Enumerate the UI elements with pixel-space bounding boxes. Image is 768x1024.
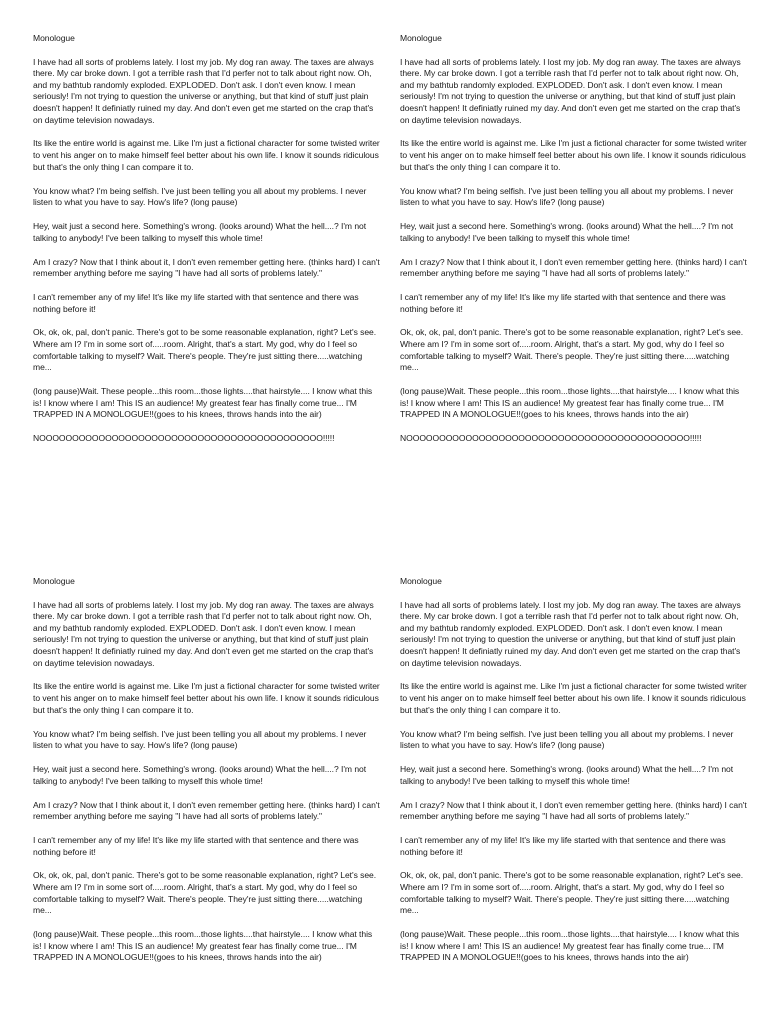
paragraph: I can't remember any of my life! It's like my life started with that sentence and there was nothing before it!	[400, 291, 726, 314]
paragraph: (long pause)Wait. These people...this room...those lights....that hairstyle.... I know what this is! I know where I am! This IS an audience! My greatest fear has finally come true... I'M TRAPPED IN A MONOLOGUE!!(goes to his knees, throws hands into the air)	[400, 386, 740, 420]
paragraph: You know what? I'm being selfish. I've just been telling you all about my problems. I never listen to what you have to say. How's life? (long pause)	[33, 185, 367, 208]
paragraph: NOOOOOOOOOOOOOOOOOOOOOOOOOOOOOOOOOOOOOOOOOOO!!!!!	[33, 433, 335, 444]
paragraph: I have had all sorts of problems lately. I lost my job. My dog ran away. The taxes are always there. My car broke down. I got a terrible rash that I'd perfer not to talk about right now. Oh, and my bathtub randomly exploded. EXPLODED. Don't ask. I don't even know. I mean seriously! I'm not trying to question the universe or anything, but that kind of stuff just plain doesn't happen! It definiatly ruined my day. And don't even get me started on the crap that's on daytime television nowadays.	[400, 599, 741, 668]
paragraph: I can't remember any of my life! It's like my life started with that sentence and there was nothing before it!	[33, 834, 359, 857]
paragraph: Hey, wait just a second here. Something's wrong. (looks around) What the hell....? I'm not talking to anybody! I've been talking to myself this whole time!	[33, 764, 367, 786]
paragraph: I can't remember any of my life! It's like my life started with that sentence and there was nothing before it!	[400, 834, 726, 857]
document-title: Monologue	[400, 33, 442, 43]
paragraph: Am I crazy? Now that I think about it, I don't even remember getting here. (thinks hard) I can't remember anything before me saying "I have had all sorts of problems lately."	[400, 799, 747, 822]
paragraph: Am I crazy? Now that I think about it, I don't even remember getting here. (thinks hard) I can't remember anything before me saying "I have had all sorts of problems lately."	[33, 799, 380, 822]
paragraph: Hey, wait just a second here. Something's wrong. (looks around) What the hell....? I'm not talking to anybody! I've been talking to myself this whole time!	[33, 221, 367, 243]
paragraph: (long pause)Wait. These people...this room...those lights....that hairstyle.... I know what this is! I know where I am! This IS an audience! My greatest fear has finally come true... I'M TRAPPED IN A MONOLOGUE!!(goes to his knees, throws hands into the air)	[33, 386, 373, 420]
paragraph: Its like the entire world is against me. Like I'm just a fictional character for some twisted writer to vent his anger on to make himself feel better about his own life. I know it sounds ridiculous but that's the only thing I can compare it to.	[33, 138, 380, 172]
paragraph: Hey, wait just a second here. Something's wrong. (looks around) What the hell....? I'm not talking to anybody! I've been talking to myself this whole time!	[400, 764, 734, 786]
paragraph: Ok, ok, ok, pal, don't panic. There's got to be some reasonable explanation, right? Let's see. Where am I? I'm in some sort of.....room. Alright, that's a start. My god, why do I feel so comfortable talking to myself? Wait. There's people. They're just sitting there.....watching me...	[400, 870, 744, 916]
paragraph: You know what? I'm being selfish. I've just been telling you all about my problems. I never listen to what you have to say. How's life? (long pause)	[33, 728, 367, 751]
monologue-copy-bottom-left	[33, 576, 381, 964]
paragraph: I have had all sorts of problems lately. I lost my job. My dog ran away. The taxes are always there. My car broke down. I got a terrible rash that I'd perfer not to talk about right now. Oh, and my bathtub randomly exploded. EXPLODED. Don't ask. I don't even know. I mean seriously! I'm not trying to question the universe or anything, but that kind of stuff just plain doesn't happen! It definiatly ruined my day. And don't even get me started on the crap that's on daytime television nowadays.	[33, 56, 374, 125]
paragraph: Hey, wait just a second here. Something's wrong. (looks around) What the hell....? I'm not talking to anybody! I've been talking to myself this whole time!	[400, 221, 734, 243]
document-title: Monologue	[33, 33, 75, 43]
paragraph: You know what? I'm being selfish. I've just been telling you all about my problems. I never listen to what you have to say. How's life? (long pause)	[400, 185, 734, 208]
monologue-copy-bottom-right	[400, 576, 748, 964]
paragraph: (long pause)Wait. These people...this room...those lights....that hairstyle.... I know what this is! I know where I am! This IS an audience! My greatest fear has finally come true... I'M TRAPPED IN A MONOLOGUE!!(goes to his knees, throws hands into the air)	[33, 929, 373, 963]
monologue-copy-top-left	[33, 33, 381, 445]
document-title: Monologue	[400, 576, 442, 586]
paragraph: Ok, ok, ok, pal, don't panic. There's got to be some reasonable explanation, right? Let's see. Where am I? I'm in some sort of.....room. Alright, that's a start. My god, why do I feel so comfortable talking to myself? Wait. There's people. They're just sitting there.....watching me...	[400, 327, 744, 373]
paragraph: Its like the entire world is against me. Like I'm just a fictional character for some twisted writer to vent his anger on to make himself feel better about his own life. I know it sounds ridiculous but that's the only thing I can compare it to.	[400, 681, 747, 715]
paragraph: Its like the entire world is against me. Like I'm just a fictional character for some twisted writer to vent his anger on to make himself feel better about his own life. I know it sounds ridiculous but that's the only thing I can compare it to.	[400, 138, 747, 172]
paragraph: Ok, ok, ok, pal, don't panic. There's got to be some reasonable explanation, right? Let's see. Where am I? I'm in some sort of.....room. Alright, that's a start. My god, why do I feel so comfortable talking to myself? Wait. There's people. They're just sitting there.....watching me...	[33, 870, 377, 916]
paragraph: Its like the entire world is against me. Like I'm just a fictional character for some twisted writer to vent his anger on to make himself feel better about his own life. I know it sounds ridiculous but that's the only thing I can compare it to.	[33, 681, 380, 715]
paragraph: Am I crazy? Now that I think about it, I don't even remember getting here. (thinks hard) I can't remember anything before me saying "I have had all sorts of problems lately."	[400, 256, 747, 279]
paragraph: I have had all sorts of problems lately. I lost my job. My dog ran away. The taxes are always there. My car broke down. I got a terrible rash that I'd perfer not to talk about right now. Oh, and my bathtub randomly exploded. EXPLODED. Don't ask. I don't even know. I mean seriously! I'm not trying to question the universe or anything, but that kind of stuff just plain doesn't happen! It definiatly ruined my day. And don't even get me started on the crap that's on daytime television nowadays.	[400, 56, 741, 125]
paragraph: Am I crazy? Now that I think about it, I don't even remember getting here. (thinks hard) I can't remember anything before me saying "I have had all sorts of problems lately."	[33, 256, 380, 279]
paragraph: I can't remember any of my life! It's like my life started with that sentence and there was nothing before it!	[33, 291, 359, 314]
document-title: Monologue	[33, 576, 75, 586]
paragraph: I have had all sorts of problems lately. I lost my job. My dog ran away. The taxes are always there. My car broke down. I got a terrible rash that I'd perfer not to talk about right now. Oh, and my bathtub randomly exploded. EXPLODED. Don't ask. I don't even know. I mean seriously! I'm not trying to question the universe or anything, but that kind of stuff just plain doesn't happen! It definiatly ruined my day. And don't even get me started on the crap that's on daytime television nowadays.	[33, 599, 374, 668]
paragraph: You know what? I'm being selfish. I've just been telling you all about my problems. I never listen to what you have to say. How's life? (long pause)	[400, 728, 734, 751]
monologue-copy-top-right	[400, 33, 748, 445]
paragraph: Ok, ok, ok, pal, don't panic. There's got to be some reasonable explanation, right? Let's see. Where am I? I'm in some sort of.....room. Alright, that's a start. My god, why do I feel so comfortable talking to myself? Wait. There's people. They're just sitting there.....watching me...	[33, 327, 377, 373]
paragraph: (long pause)Wait. These people...this room...those lights....that hairstyle.... I know what this is! I know where I am! This IS an audience! My greatest fear has finally come true... I'M TRAPPED IN A MONOLOGUE!!(goes to his knees, throws hands into the air)	[400, 929, 740, 963]
paragraph: NOOOOOOOOOOOOOOOOOOOOOOOOOOOOOOOOOOOOOOOOOOO!!!!!	[400, 433, 702, 444]
